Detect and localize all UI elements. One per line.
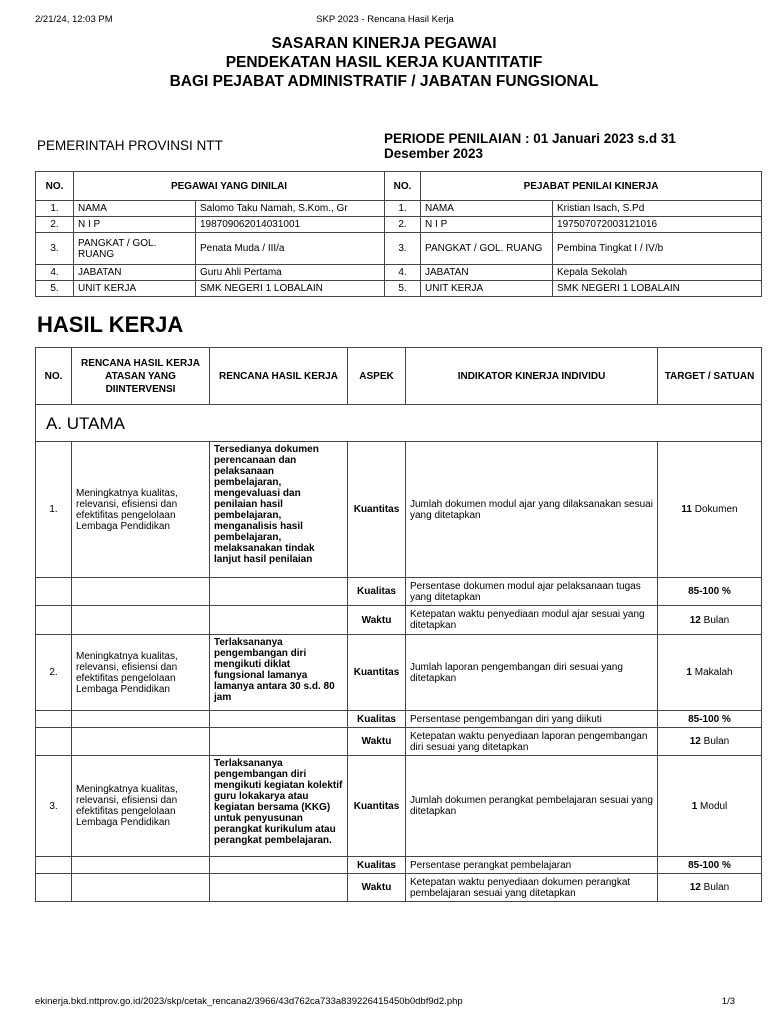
row-label: NAMA	[74, 201, 196, 217]
header-assessor: PEJABAT PENILAI KINERJA	[421, 172, 762, 201]
info-table-header	[36, 172, 762, 201]
table-row	[36, 728, 762, 756]
employee-position: Guru Ahli Pertama	[196, 265, 385, 281]
row-label: JABATAN	[74, 265, 196, 281]
target-number: 12	[689, 736, 701, 747]
item-indicator: Ketepatan waktu penyediaan laporan pengembangan diri sesuai yang ditetapkan	[406, 728, 658, 756]
section-title: HASIL KERJA	[37, 312, 184, 337]
target-number: 1	[686, 667, 692, 678]
info-row	[36, 281, 762, 297]
target-number: 11	[681, 504, 692, 515]
row-label-2: NAMA	[421, 201, 553, 217]
header-indicator: INDIKATOR KINERJA INDIVIDU	[406, 348, 658, 405]
row-label: UNIT KERJA	[74, 281, 196, 297]
item-aspect: Kualitas	[348, 578, 406, 606]
table-row	[36, 442, 762, 578]
row-no-2: 2.	[385, 217, 421, 233]
item-upper-plan: Meningkatnya kualitas, relevansi, efisiensi dan efektifitas pengelolaan Lembaga Pendidikan	[72, 756, 210, 857]
work-table-header	[36, 348, 762, 405]
assessor-unit: SMK NEGERI 1 LOBALAIN	[553, 281, 762, 297]
target-unit: Bulan	[703, 736, 730, 747]
info-row	[36, 201, 762, 217]
item-plan: Tersedianya dokumen perencanaan dan pelaksanaan pembelajaran, mengevaluasi dan penilaian hasil pembelajaran, menganalisis hasil pembelajaran, melaksanakan tindak lanjut hasil penilaian	[210, 442, 348, 578]
item-aspect: Waktu	[348, 606, 406, 635]
row-label-2: N I P	[421, 217, 553, 233]
info-row	[36, 265, 762, 281]
item-target	[658, 635, 762, 711]
info-row	[36, 233, 762, 265]
table-row	[36, 635, 762, 711]
employee-name: Salomo Taku Namah, S.Kom., Gr	[196, 201, 385, 217]
row-no-2: 4.	[385, 265, 421, 281]
row-no: 3.	[36, 233, 74, 265]
title-line-1: SASARAN KINERJA PEGAWAI	[271, 35, 497, 52]
print-datetime: 2/21/24, 12:03 PM	[35, 14, 113, 25]
item-indicator: Persentase dokumen modul ajar pelaksanaan tugas yang ditetapkan	[406, 578, 658, 606]
item-aspect: Kualitas	[348, 711, 406, 728]
item-target	[658, 606, 762, 635]
header-plan: RENCANA HASIL KERJA	[210, 348, 348, 405]
item-target	[658, 442, 762, 578]
item-target	[658, 756, 762, 857]
table-row	[36, 711, 762, 728]
category-row	[36, 405, 762, 442]
item-aspect: Waktu	[348, 728, 406, 756]
item-aspect: Kuantitas	[348, 442, 406, 578]
employee-nip: 198709062014031001	[196, 217, 385, 233]
row-no-2: 3.	[385, 233, 421, 265]
row-label-2: JABATAN	[421, 265, 553, 281]
document-titles	[0, 34, 768, 91]
target-unit: Makalah	[694, 667, 733, 678]
item-target: 85-100 %	[658, 711, 762, 728]
header-no-2: NO.	[385, 172, 421, 201]
item-plan: Terlaksananya pengembangan diri mengikuti diklat fungsional lamanya lamanya antara 30 s.d. 80 jam	[210, 635, 348, 711]
work-plan-table	[35, 347, 762, 902]
header-no: NO.	[36, 348, 72, 405]
target-unit: Bulan	[703, 882, 730, 893]
table-row	[36, 756, 762, 857]
target-number: 12	[689, 882, 701, 893]
row-no-2: 1.	[385, 201, 421, 217]
item-indicator: Jumlah dokumen perangkat pembelajaran sesuai yang ditetapkan	[406, 756, 658, 857]
item-target: 85-100 %	[658, 578, 762, 606]
item-aspect: Kualitas	[348, 857, 406, 874]
header-no: NO.	[36, 172, 74, 201]
item-upper-plan: Meningkatnya kualitas, relevansi, efisiensi dan efektifitas pengelolaan Lembaga Pendidikan	[72, 442, 210, 578]
item-indicator: Persentase perangkat pembelajaran	[406, 857, 658, 874]
item-target: 85-100 %	[658, 857, 762, 874]
print-url: ekinerja.bkd.nttprov.go.id/2023/skp/cetak_rencana2/3966/43d762ca733a839226415450b0dbf9d2.php	[35, 996, 463, 1007]
title-line-2: PENDEKATAN HASIL KERJA KUANTITATIF	[225, 54, 543, 71]
table-row	[36, 606, 762, 635]
row-label: N I P	[74, 217, 196, 233]
item-plan: Terlaksananya pengembangan diri mengikuti kegiatan kolektif guru lokakarya atau kegiatan bersama (KKG) untuk penyusunan perangkat kurikulum atau perangkat pembelajaran.	[210, 756, 348, 857]
row-label-2: UNIT KERJA	[421, 281, 553, 297]
title-line-3: BAGI PEJABAT ADMINISTRATIF / JABATAN FUNGSIONAL	[169, 73, 599, 90]
item-target	[658, 874, 762, 902]
item-indicator: Ketepatan waktu penyediaan modul ajar sesuai yang ditetapkan	[406, 606, 658, 635]
target-number: 12	[689, 614, 701, 626]
item-indicator: Jumlah dokumen modul ajar yang dilaksanakan sesuai yang ditetapkan	[406, 442, 658, 578]
target-number: 1	[691, 800, 698, 812]
target-unit: Modul	[700, 800, 728, 812]
organization-name: PEMERINTAH PROVINSI NTT	[37, 138, 223, 153]
header-aspect: ASPEK	[348, 348, 406, 405]
employee-rank: Penata Muda / III/a	[196, 233, 385, 265]
print-page-title: SKP 2023 - Rencana Hasil Kerja	[316, 14, 454, 25]
row-label: PANGKAT / GOL. RUANG	[74, 233, 196, 265]
header-employee: PEGAWAI YANG DINILAI	[74, 172, 385, 201]
item-no: 1.	[36, 442, 72, 578]
item-indicator: Jumlah laporan pengembangan diri sesuai yang ditetapkan	[406, 635, 658, 711]
assessor-name: Kristian Isach, S.Pd	[553, 201, 762, 217]
item-indicator: Ketepatan waktu penyediaan dokumen perangkat pembelajaran sesuai yang ditetapkan	[406, 874, 658, 902]
assessment-period: PERIODE PENILAIAN : 01 Januari 2023 s.d 31 Desember 2023	[384, 131, 676, 161]
item-aspect: Kuantitas	[348, 635, 406, 711]
header-upper-plan: RENCANA HASIL KERJA ATASAN YANG DIINTERVENSI	[72, 348, 210, 405]
item-no: 2.	[36, 635, 72, 711]
table-row	[36, 578, 762, 606]
assessor-position: Kepala Sekolah	[553, 265, 762, 281]
info-row	[36, 217, 762, 233]
table-row	[36, 857, 762, 874]
print-footer	[35, 996, 735, 1010]
assessor-nip: 197507072003121016	[553, 217, 762, 233]
row-no-2: 5.	[385, 281, 421, 297]
print-header	[35, 14, 735, 28]
row-no: 4.	[36, 265, 74, 281]
item-target	[658, 728, 762, 756]
item-indicator: Persentase pengembangan diri yang diikuti	[406, 711, 658, 728]
table-row	[36, 874, 762, 902]
item-upper-plan: Meningkatnya kualitas, relevansi, efisiensi dan efektifitas pengelolaan Lembaga Pendidikan	[72, 635, 210, 711]
target-unit: Bulan	[703, 614, 730, 626]
item-no: 3.	[36, 756, 72, 857]
header-target: TARGET / SATUAN	[658, 348, 762, 405]
row-no: 5.	[36, 281, 74, 297]
item-aspect: Waktu	[348, 874, 406, 902]
employee-info-table	[35, 171, 762, 297]
category-label: A. UTAMA	[36, 405, 762, 442]
item-aspect: Kuantitas	[348, 756, 406, 857]
assessor-rank: Pembina Tingkat I / IV/b	[553, 233, 762, 265]
row-label-2: PANGKAT / GOL. RUANG	[421, 233, 553, 265]
row-no: 1.	[36, 201, 74, 217]
target-unit: Dokumen	[694, 504, 738, 515]
print-page-number: 1/3	[721, 996, 735, 1007]
row-no: 2.	[36, 217, 74, 233]
employee-unit: SMK NEGERI 1 LOBALAIN	[196, 281, 385, 297]
